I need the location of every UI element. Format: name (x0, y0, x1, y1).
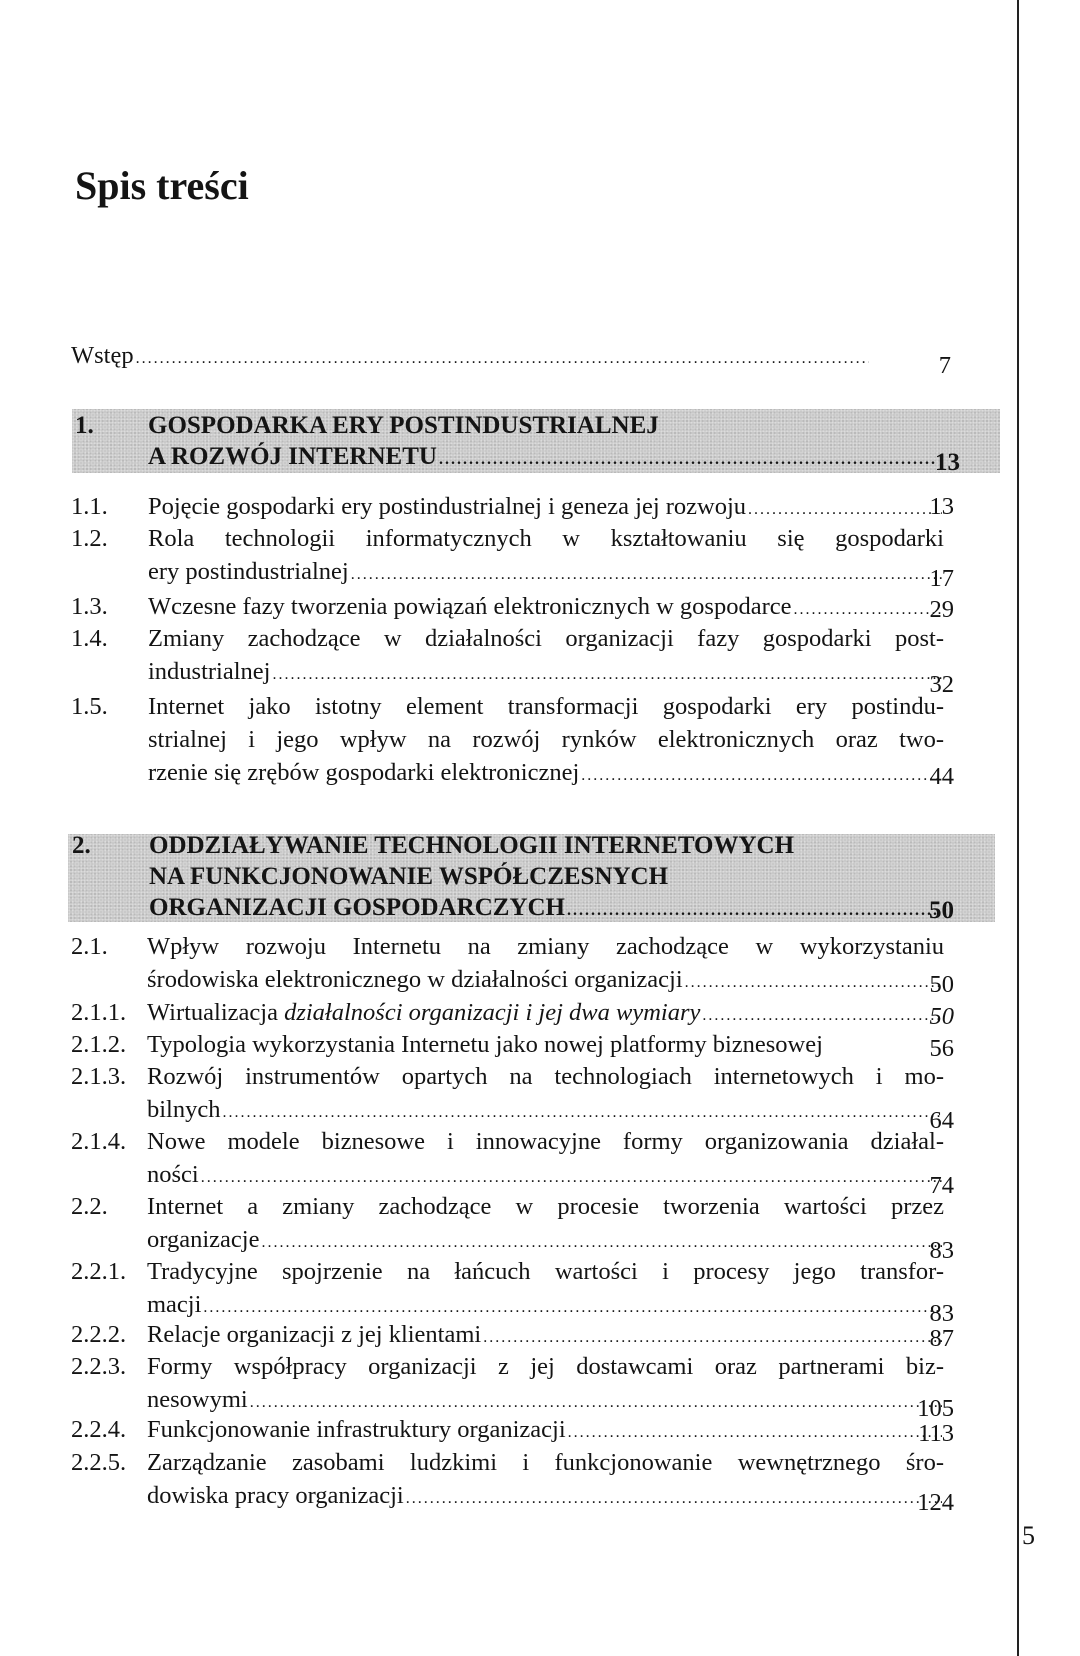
section-title-italic: działalności organizacji i jej dwa wymiary (284, 999, 701, 1026)
section-number: 2.1.3. (71, 1063, 127, 1090)
toc-page-number: 64 (929, 1107, 954, 1134)
section-number: 1.2. (71, 525, 108, 552)
chapter-title-line: A ROZWÓJ INTERNETU (148, 443, 437, 470)
section-title-line: Relacje organizacji z jej klientami (147, 1321, 482, 1348)
section-title-line: Typologia wykorzystania Internetu jako nowej platformy biznesowej (147, 1031, 823, 1058)
section-number: 2.2.1. (71, 1258, 127, 1285)
toc-page-number: 56 (929, 1035, 954, 1062)
section-title-line: Pojęcie gospodarki ery postindustrialnej i geneza jej rozwoju (148, 493, 747, 520)
toc-page-number: 83 (929, 1237, 954, 1264)
section-title-line: Rola technologii informatycznych w kształtowaniu się gospodarki (148, 525, 944, 552)
toc-page-number: 13 (935, 449, 960, 476)
page-binding-line (1017, 0, 1019, 1656)
chapter-title-line: ORGANIZACJI GOSPODARCZYCH (149, 894, 566, 921)
section-title-line: bilnych (147, 1096, 221, 1123)
chapter-number: 1. (75, 412, 94, 439)
page-title: Spis treści (75, 163, 249, 208)
section-title-line: Zmiany zachodzące w działalności organizacji fazy gospodarki post- (148, 625, 944, 652)
section-title-line: Zarządzanie zasobami ludzkimi i funkcjonowanie wewnętrznego śro- (147, 1449, 944, 1476)
section-number: 1.5. (71, 693, 108, 720)
dot-leader (567, 895, 939, 926)
toc-page-number: 29 (929, 596, 954, 623)
section-number: 1.4. (71, 625, 108, 652)
section-number: 1.3. (71, 593, 108, 620)
toc-page-number: 105 (917, 1395, 954, 1422)
section-title-line: ery postindustrialnej (148, 558, 349, 585)
section-title-line: Internet jako istotny element transformacji gospodarki ery postindu- (148, 693, 944, 720)
toc-page-number: 87 (929, 1325, 954, 1352)
toc-entry-intro[interactable] (71, 339, 951, 379)
toc-page-number: 32 (929, 671, 954, 698)
section-number: 2.1. (71, 933, 108, 960)
section-number: 2.1.4. (71, 1128, 127, 1155)
section-title-line: Tradycyjne spojrzenie na łańcuch wartości i procesy jego transfor- (147, 1258, 944, 1285)
chapter-number: 2. (72, 832, 91, 859)
section-title-line: Nowe modele biznesowe i innowacyjne formy organizowania działal- (147, 1128, 944, 1155)
section-title-line: rzenie się zrębów gospodarki elektronicznej (148, 759, 580, 786)
chapter-title-line: ODDZIAŁYWANIE TECHNOLOGII INTERNETOWYCH (149, 832, 795, 859)
section-title-line: Funkcjonowanie infrastruktury organizacji (147, 1416, 566, 1443)
toc-page-number: 83 (929, 1300, 954, 1327)
section-title-line: dowiska pracy organizacji (147, 1482, 404, 1509)
toc-page-number: 50 (929, 971, 954, 998)
section-title-line: Wpływ rozwoju Internetu na zmiany zachodzące w wykorzystaniu (147, 933, 944, 960)
toc-page-number: 124 (917, 1489, 954, 1516)
toc-page-number: 50 (929, 897, 954, 924)
dot-leader (351, 558, 942, 591)
toc-page-number: 17 (929, 565, 954, 592)
page-number-folio: 5 (1022, 1521, 1035, 1550)
section-title-line: ności (147, 1161, 199, 1188)
toc-entry-label: Wstęp (71, 342, 134, 369)
section-number: 2.1.1. (71, 999, 127, 1026)
section-title-line: Formy współpracy organizacji z jej dostawcami oraz partnerami biz- (147, 1353, 944, 1380)
toc-page-number: 7 (938, 352, 951, 379)
section-title-line: Wczesne fazy tworzenia powiązań elektronicznych w gospodarce (148, 593, 792, 620)
section-title-line: Internet a zmiany zachodzące w procesie tworzenia wartości przez (147, 1193, 944, 1220)
section-title-line: macji (147, 1291, 202, 1318)
toc-page-number: 113 (918, 1420, 954, 1447)
dot-leader (439, 444, 936, 475)
section-title-line: organizacje (147, 1226, 260, 1253)
section-title-line: strialnej i jego wpływ na rozwój rynków elektronicznych oraz two- (148, 726, 944, 753)
section-title-plain: Wirtualizacja (147, 999, 285, 1026)
dot-leader (136, 342, 869, 375)
dot-leader (568, 1416, 942, 1449)
section-title-line: nesowymi (147, 1386, 248, 1413)
chapter-title-line: GOSPODARKA ERY POSTINDUSTRIALNEJ (148, 412, 659, 439)
toc-page-number: 74 (929, 1172, 954, 1199)
toc-page-number: 50 (929, 1003, 954, 1030)
toc-page-number: 44 (929, 763, 954, 790)
section-number: 2.1.2. (71, 1031, 127, 1058)
section-number: 2.2.4. (71, 1416, 127, 1443)
section-number: 2.2.2. (71, 1321, 127, 1348)
section-number: 2.2.3. (71, 1353, 127, 1380)
section-number: 2.2. (71, 1193, 108, 1220)
dot-leader (406, 1482, 942, 1515)
section-number: 2.2.5. (71, 1449, 127, 1476)
dot-leader (581, 759, 942, 792)
toc-page-number: 13 (929, 493, 954, 520)
section-title-line: Rozwój instrumentów opartych na technologiach internetowych i mo- (147, 1063, 944, 1090)
section-title-line: industrialnej (148, 658, 271, 685)
chapter-title-line: NA FUNKCJONOWANIE WSPÓŁCZESNYCH (149, 863, 669, 890)
dot-leader (272, 658, 942, 691)
section-number: 1.1. (71, 493, 108, 520)
section-title-line: środowiska elektronicznego w działalności organizacji (147, 966, 683, 993)
